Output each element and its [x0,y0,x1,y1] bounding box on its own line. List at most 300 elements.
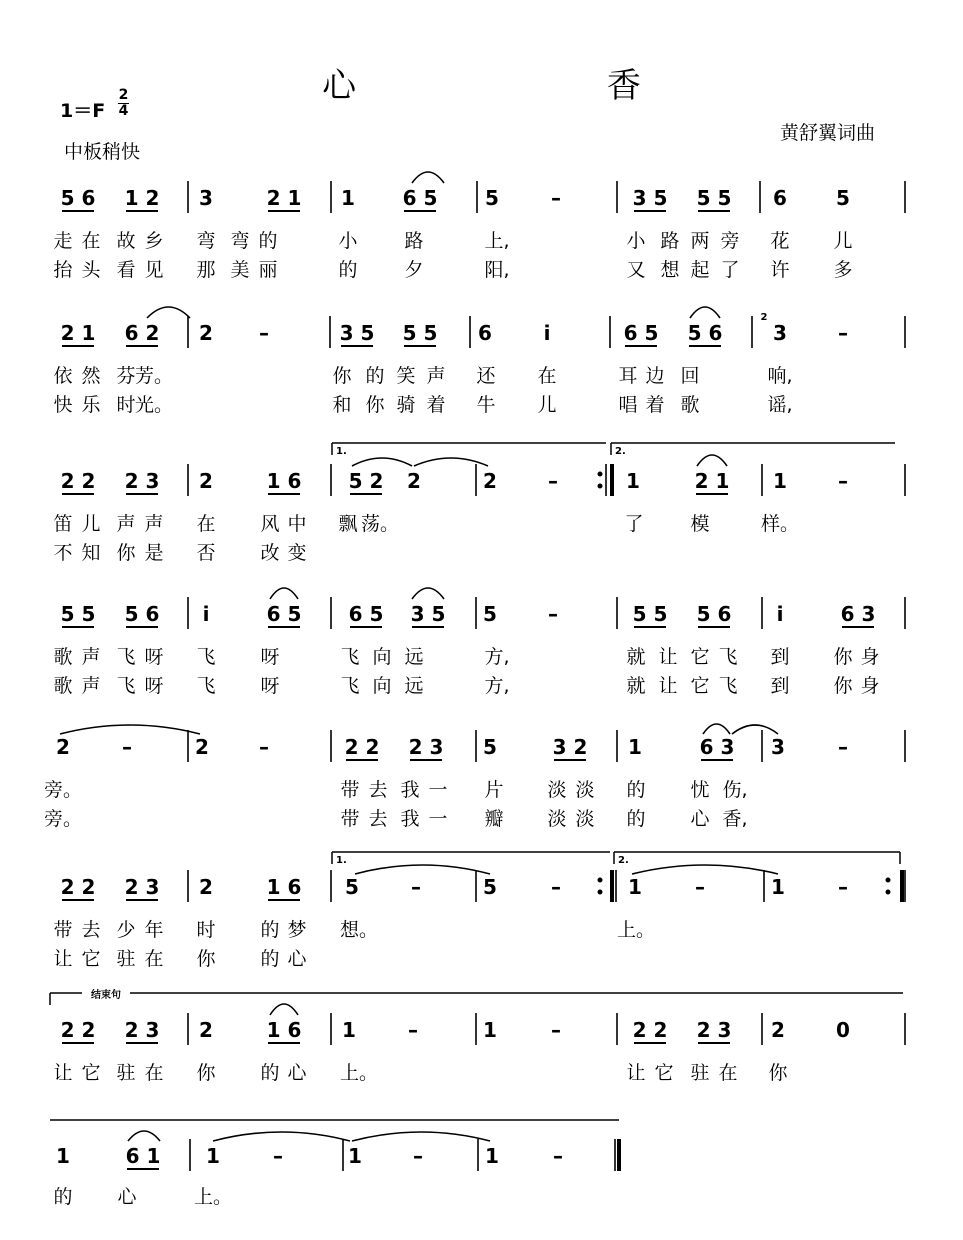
lyric-verse-2: 快 [53,394,73,416]
note-group: 2 2 [60,469,96,493]
volta-number: 1. [336,855,347,866]
note-group: 6 [773,186,787,210]
lyric-verse-1: 上, [484,230,510,252]
lyric-verse-2: 丽 [258,259,278,281]
note-group: 2 1 [266,186,302,210]
note-group: 2 2 [60,875,96,899]
note-group: 1 6 [266,1018,302,1042]
slur-arc [352,458,412,466]
lyric-verse-1: 飞 [718,646,738,668]
note-group: 2 3 [124,1018,160,1042]
lyric-verse-2: 和 [332,394,352,416]
lyric-verse-1: 想。 [339,919,379,941]
lyric-verse-1: 它 [690,646,710,668]
score-line-7 [53,1018,849,1084]
lyric-verse-2: 飞 [340,675,360,697]
lyric-verse-2: 儿 [537,394,557,416]
lyric-verse-1: 一 [428,779,448,801]
note-group: – [838,469,848,493]
note-group: 1 [773,469,787,493]
lyric-verse-2: 歌 [53,675,73,697]
lyric-verse-1: 笑 [396,365,416,387]
lyric-verse-1: 声 [116,513,136,535]
lyric-verse-1: 声 [426,365,446,387]
lyric-verse-1: 带 [340,779,360,801]
lyric-verse-1: 的 [260,1062,280,1084]
lyric-verse-2: 骑 [396,394,416,416]
note-group: – [413,1144,423,1168]
note-group: i [543,321,551,345]
lyric-verse-1: 的 [53,1186,73,1208]
lyric-verse-1: 小 [626,230,646,252]
lyric-verse-2: 见 [144,259,164,281]
lyric-verse-2: 你 [116,542,136,564]
lyric-verse-1: 伤, [722,779,748,801]
note-group: – [551,1018,561,1042]
lyric-verse-2: 旁。 [43,808,83,830]
lyric-verse-2: 多 [833,259,853,281]
note-group: – [548,469,558,493]
lyric-verse-2: 牛 [476,394,496,416]
lyric-verse-1: 走 [53,230,73,252]
lyric-verse-2: 你 [833,675,853,697]
lyric-verse-1: 向 [372,646,392,668]
lyric-verse-1: 旁 [720,230,740,252]
lyric-verse-1: 片 [484,779,504,801]
note-group: 3 5 [410,602,446,626]
lyric-verse-1: 去 [368,779,388,801]
lyric-verse-1: 就 [626,646,646,668]
lyric-verse-2: 在 [144,948,164,970]
lyric-verse-2: 声 [81,675,101,697]
note-group: 6 5 [623,321,659,345]
lyric-verse-1: 还 [476,365,496,387]
lyric-verse-2: 美 [230,259,250,281]
lyric-verse-2: 去 [368,808,388,830]
lyric-verse-1: 声 [144,513,164,535]
slur-arc [270,1004,298,1015]
lyric-verse-1: 远 [404,646,424,668]
note-group: 2 [199,469,213,493]
lyric-verse-2: 呀 [144,675,164,697]
lyric-verse-2: 呀 [260,675,280,697]
lyric-verse-2: 飞 [196,675,216,697]
lyric-verse-2: 你 [365,394,385,416]
volta-number: 2. [618,855,629,866]
lyric-verse-1: 的 [626,779,646,801]
lyric-verse-2: 是 [144,542,164,564]
note-group: 1 2 [124,186,160,210]
note-group: 6 5 [348,602,384,626]
lyric-verse-1: 歌 [53,646,73,668]
lyric-verse-2: 心 [287,948,307,970]
note-group: 2 [199,1018,213,1042]
lyric-verse-1: 心 [287,1062,307,1084]
repeat-dot [598,484,603,489]
note-group: 5 5 [60,602,96,626]
lyric-verse-1: 上。 [616,919,656,941]
note-group: i [776,602,784,626]
lyric-verse-1: 模 [690,513,710,535]
slur-arc [690,307,720,318]
note-group: 1 [206,1144,220,1168]
slur-arc [703,724,730,734]
note-group: – [551,875,561,899]
note-group: – [548,602,558,626]
lyric-verse-2: 就 [626,675,646,697]
note-group: 2 [199,875,213,899]
note-group: 2 [407,469,421,493]
note-group: 5 5 [632,602,668,626]
slur-arc [412,172,444,183]
lyric-verse-2: 着 [645,394,665,416]
lyric-verse-2: 淡 [575,808,595,830]
note-group: 5 6 [687,321,723,345]
lyric-verse-1: 荡。 [360,513,400,535]
lyric-verse-2: 瓣 [484,808,504,830]
lyric-verse-1: 耳 [618,365,638,387]
note-group: 5 2 [348,469,384,493]
time-signature-bottom: 4 [118,103,129,119]
note-group: – [259,735,269,759]
lyric-verse-1: 故 [116,230,136,252]
note-group: 6 2 [124,321,160,345]
lyric-verse-1: 了 [624,513,644,535]
lyric-verse-2: 否 [196,542,216,564]
lyric-verse-1: 让 [658,646,678,668]
note-group: 5 5 [402,321,438,345]
lyric-verse-2: 的 [626,808,646,830]
score-line-1 [53,186,852,281]
lyric-verse-1: 的 [260,919,280,941]
slur-arc [270,588,298,599]
volta-number: 2. [615,446,626,457]
note-group: 1 [628,735,642,759]
lyric-verse-2: 不 [53,542,73,564]
note-group: 2 [199,321,213,345]
slur-arc [128,1131,160,1141]
lyric-verse-1: 儿 [81,513,101,535]
lyric-verse-1: 风 [260,513,280,535]
composer-credit: 黄舒翼词曲 [780,122,876,144]
lyric-verse-2: 身 [860,675,880,697]
lyric-verse-2: 知 [81,542,101,564]
note-group: 1 [626,469,640,493]
note-group: 3 [773,321,787,345]
lyric-verse-1: 旁。 [43,779,83,801]
note-group: 1 [483,1018,497,1042]
lyric-verse-1: 我 [400,779,420,801]
repeat-dot [598,472,603,477]
lyric-verse-2: 飞 [718,675,738,697]
lyric-verse-1: 去 [81,919,101,941]
lyric-verse-1: 然 [81,365,101,387]
score-line-6 [53,875,848,970]
lyric-verse-1: 芬 [116,365,136,387]
lyric-verse-1: 让 [626,1062,646,1084]
lyric-verse-1: 芳。 [134,365,174,387]
slur-arc [697,455,727,466]
lyric-verse-2: 飞 [116,675,136,697]
lyric-verse-1: 花 [770,230,790,252]
lyric-verse-2: 改 [260,542,280,564]
score-line-8 [53,1144,563,1208]
note-group: 6 5 [266,602,302,626]
note-group: 1 [348,1144,362,1168]
note-group: i [202,602,210,626]
lyric-verse-2: 夕 [404,259,424,281]
lyric-verse-1: 它 [654,1062,674,1084]
lyric-verse-1: 飘 [338,513,358,535]
lyric-verse-2: 歌 [680,394,700,416]
lyric-verse-1: 中 [287,513,307,535]
lyric-verse-1: 在 [144,1062,164,1084]
lyric-verse-2: 看 [116,259,136,281]
lyric-verse-1: 年 [144,919,164,941]
note-group: 2 1 [694,469,730,493]
note-group: 5 [485,186,499,210]
note-group: 3 [199,186,213,210]
lyric-verse-2: 头 [81,259,101,281]
lyric-verse-2: 唱 [618,394,638,416]
note-group: – [838,321,848,345]
note-group: 6 [478,321,492,345]
note-group: 2 3 [124,875,160,899]
tie-arc [355,865,490,874]
lyric-verse-2: 让 [658,675,678,697]
grace-note: 2 [760,312,768,323]
note-group: 3 2 [552,735,588,759]
note-group: 5 [345,875,359,899]
tie-arc [60,725,200,734]
lyric-verse-1: 它 [81,1062,101,1084]
tie-arc [352,1132,490,1141]
note-group: 1 [771,875,785,899]
lyric-verse-1: 淡 [547,779,567,801]
note-group: – [695,875,705,899]
lyric-verse-1: 样。 [760,513,800,535]
lyric-verse-2: 我 [400,808,420,830]
lyric-verse-2: 着 [426,394,446,416]
song-title: 心 香 [322,66,761,106]
note-group: 0 [836,1018,850,1042]
lyric-verse-1: 忧 [690,779,710,801]
lyric-verse-2: 淡 [547,808,567,830]
note-group: 5 [483,602,497,626]
note-group: 1 [485,1144,499,1168]
note-group: 5 6 [124,602,160,626]
lyric-verse-1: 你 [768,1062,788,1084]
lyric-verse-2: 向 [372,675,392,697]
note-group: – [411,875,421,899]
note-group: – [551,186,561,210]
note-group: 2 3 [124,469,160,493]
lyric-verse-2: 它 [690,675,710,697]
lyric-verse-2: 了 [720,259,740,281]
score-line-3 [53,469,848,564]
lyric-verse-1: 到 [770,646,790,668]
lyric-verse-1: 弯 [196,230,216,252]
lyric-verse-2: 到 [770,675,790,697]
lyric-verse-1: 儿 [833,230,853,252]
tempo-marking: 中板稍快 [64,141,141,163]
lyric-verse-2: 一 [428,808,448,830]
note-group: 5 6 [60,186,96,210]
lyric-verse-1: 响, [767,365,793,387]
lyric-verse-1: 在 [81,230,101,252]
lyric-verse-2: 心 [690,808,710,830]
note-group: 1 [342,1018,356,1042]
tie-arc [147,307,190,318]
lyric-verse-1: 带 [53,919,73,941]
lyric-verse-1: 小 [338,230,358,252]
note-group: – [273,1144,283,1168]
score-line-2 [53,321,848,416]
note-group: 6 5 [402,186,438,210]
lyric-verse-2: 的 [260,948,280,970]
lyric-verse-1: 飞 [116,646,136,668]
lyric-verse-2: 抬 [53,259,73,281]
note-group: – [259,321,269,345]
lyric-verse-1: 驻 [116,1062,136,1084]
note-group: 1 [341,186,355,210]
note-group: 1 6 [266,469,302,493]
note-group: 2 3 [408,735,444,759]
note-group: – [838,875,848,899]
note-group: – [122,735,132,759]
note-group: – [408,1018,418,1042]
note-group: 1 [628,875,642,899]
lyric-verse-2: 香, [722,808,748,830]
note-group: 5 5 [696,186,732,210]
lyric-verse-2: 方, [484,675,510,697]
lyric-verse-1: 呀 [260,646,280,668]
lyric-verse-2: 让 [53,948,73,970]
lyric-verse-2: 的 [338,259,358,281]
lyric-verse-2: 远 [404,675,424,697]
lyric-verse-1: 梦 [287,919,307,941]
lyric-verse-1: 驻 [690,1062,710,1084]
volta-number: 1. [336,446,347,457]
key-signature: 1＝F [60,100,106,122]
slur-arc [412,588,444,599]
lyric-verse-1: 笛 [53,513,73,535]
lyric-verse-1: 淡 [575,779,595,801]
lyric-verse-1: 飞 [340,646,360,668]
lyric-verse-2: 阳, [484,259,510,281]
lyric-verse-1: 边 [645,365,665,387]
lyric-verse-1: 呀 [144,646,164,668]
lyric-verse-1: 的 [258,230,278,252]
note-group: 1 [56,1144,70,1168]
lyric-verse-1: 你 [332,365,352,387]
repeat-dot [886,878,891,883]
note-group: 2 [195,735,209,759]
note-group: 1 6 [266,875,302,899]
tie-arc [414,458,488,466]
lyric-verse-1: 两 [690,230,710,252]
repeat-dot [598,890,603,895]
lyric-verse-2: 它 [81,948,101,970]
lyric-verse-1: 上。 [339,1062,379,1084]
ending-label: 结束句 [91,990,121,1001]
note-group: 2 [56,735,70,759]
repeat-dot [598,878,603,883]
tie-arc [732,725,778,734]
note-group: 6 3 [840,602,876,626]
lyric-verse-1: 弯 [230,230,250,252]
lyric-verse-1: 回 [680,365,700,387]
note-group: 2 2 [60,1018,96,1042]
note-group: 2 2 [344,735,380,759]
note-group: 3 5 [632,186,668,210]
note-group: 2 2 [632,1018,668,1042]
lyric-verse-2: 起 [690,259,710,281]
note-group: 3 [771,735,785,759]
note-group: 2 3 [696,1018,732,1042]
lyric-verse-1: 身 [860,646,880,668]
lyric-verse-1: 在 [196,513,216,535]
lyric-verse-2: 那 [196,259,216,281]
lyric-verse-2: 时 [116,394,136,416]
lyric-verse-2: 乐 [81,394,101,416]
lyric-verse-1: 时 [196,919,216,941]
note-group: 6 1 [125,1144,161,1168]
lyric-verse-1: 依 [53,365,73,387]
note-group: 5 6 [696,602,732,626]
score-line-4 [53,602,879,697]
lyric-verse-1: 声 [81,646,101,668]
note-group: 6 3 [699,735,735,759]
lyric-verse-1: 上。 [193,1186,233,1208]
lyric-verse-2: 带 [340,808,360,830]
lyric-verse-1: 在 [718,1062,738,1084]
lyric-verse-2: 你 [196,948,216,970]
note-group: – [838,735,848,759]
note-group: 2 [483,469,497,493]
lyric-verse-2: 光。 [134,394,174,416]
lyric-verse-2: 变 [287,542,307,564]
lyric-verse-2: 许 [770,259,790,281]
lyric-verse-2: 驻 [116,948,136,970]
lyric-verse-1: 你 [833,646,853,668]
lyric-verse-1: 让 [53,1062,73,1084]
tie-arc [213,1132,350,1141]
lyric-verse-1: 方, [484,646,510,668]
lyric-verse-1: 心 [117,1186,137,1208]
lyric-verse-1: 在 [537,365,557,387]
lyric-verse-1: 乡 [144,230,164,252]
lyric-verse-2: 谣, [767,394,793,416]
note-group: 3 5 [339,321,375,345]
lyric-verse-1: 路 [660,230,680,252]
lyric-verse-1: 少 [116,919,136,941]
note-group: 2 [771,1018,785,1042]
lyric-verse-1: 路 [404,230,424,252]
tie-arc [632,865,778,874]
note-group: 5 [483,735,497,759]
lyric-verse-1: 的 [365,365,385,387]
score-line-5 [44,735,848,830]
note-group: – [553,1144,563,1168]
lyric-verse-2: 想 [660,259,680,281]
repeat-dot [886,890,891,895]
note-group: 5 [836,186,850,210]
note-group: 2 1 [60,321,96,345]
lyric-verse-1: 飞 [196,646,216,668]
lyric-verse-2: 又 [626,259,646,281]
lyric-verse-1: 你 [196,1062,216,1084]
